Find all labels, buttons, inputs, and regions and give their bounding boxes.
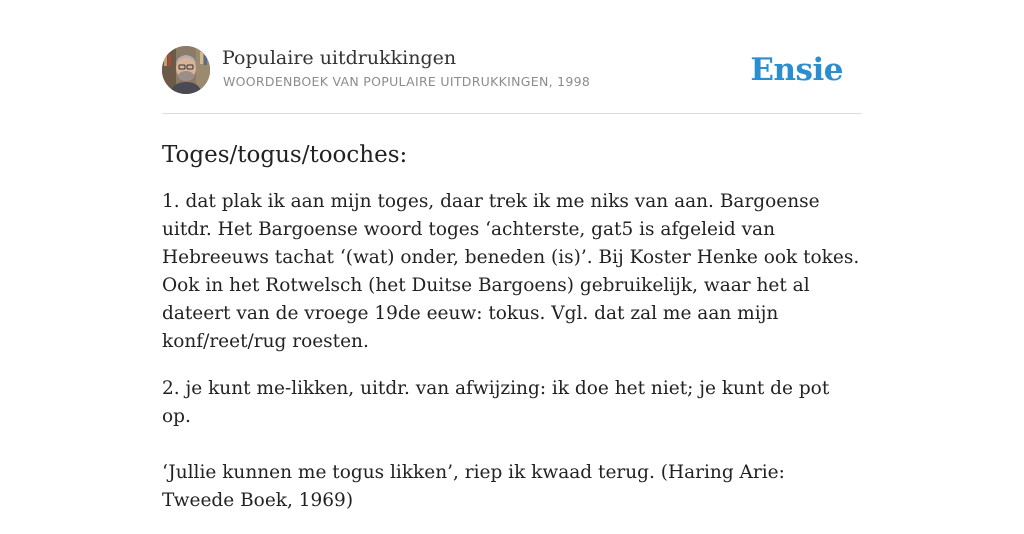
author-avatar[interactable] — [162, 46, 210, 94]
entry-header — [162, 46, 862, 114]
citation-quote: ‘Jullie kunnen me togus likken’, riep ik kwaad terug. (Haring Arie: Tweede Boek, 1969) — [162, 462, 785, 511]
definition-paragraph: 1. dat plak ik aan mijn toges, daar trek ik me niks van aan. Bargoense uitdr. Het Bargoense woord toges ‘achterste, gat5 is afgeleid van Hebreeuws tachat ‘(wat) onder, beneden (is)’. Bij Koster Henke ook tokes. Ook in het Rotwelsch (het Duitse Bargoens) gebruikelijk, waar het al dateert van de vroege 19de eeuw: tokus. Vgl. dat zal me aan mijn konf/reet/rug roesten. — [162, 191, 860, 352]
entry-definition — [162, 188, 862, 515]
entry-term: Toges/togus/tooches: — [162, 142, 408, 168]
source-title: WOORDENBOEK VAN POPULAIRE UITDRUKKINGEN, 1998 — [223, 74, 591, 89]
author-name[interactable]: Populaire uitdrukkingen — [222, 47, 457, 69]
ensie-logo[interactable]: Ensie — [750, 52, 843, 88]
definition-paragraph: 2. je kunt me-likken, uitdr. van afwijzing: ik doe het niet; je kunt de pot op. — [162, 378, 830, 427]
entry-card — [162, 46, 862, 534]
author-portrait-icon — [162, 46, 210, 94]
